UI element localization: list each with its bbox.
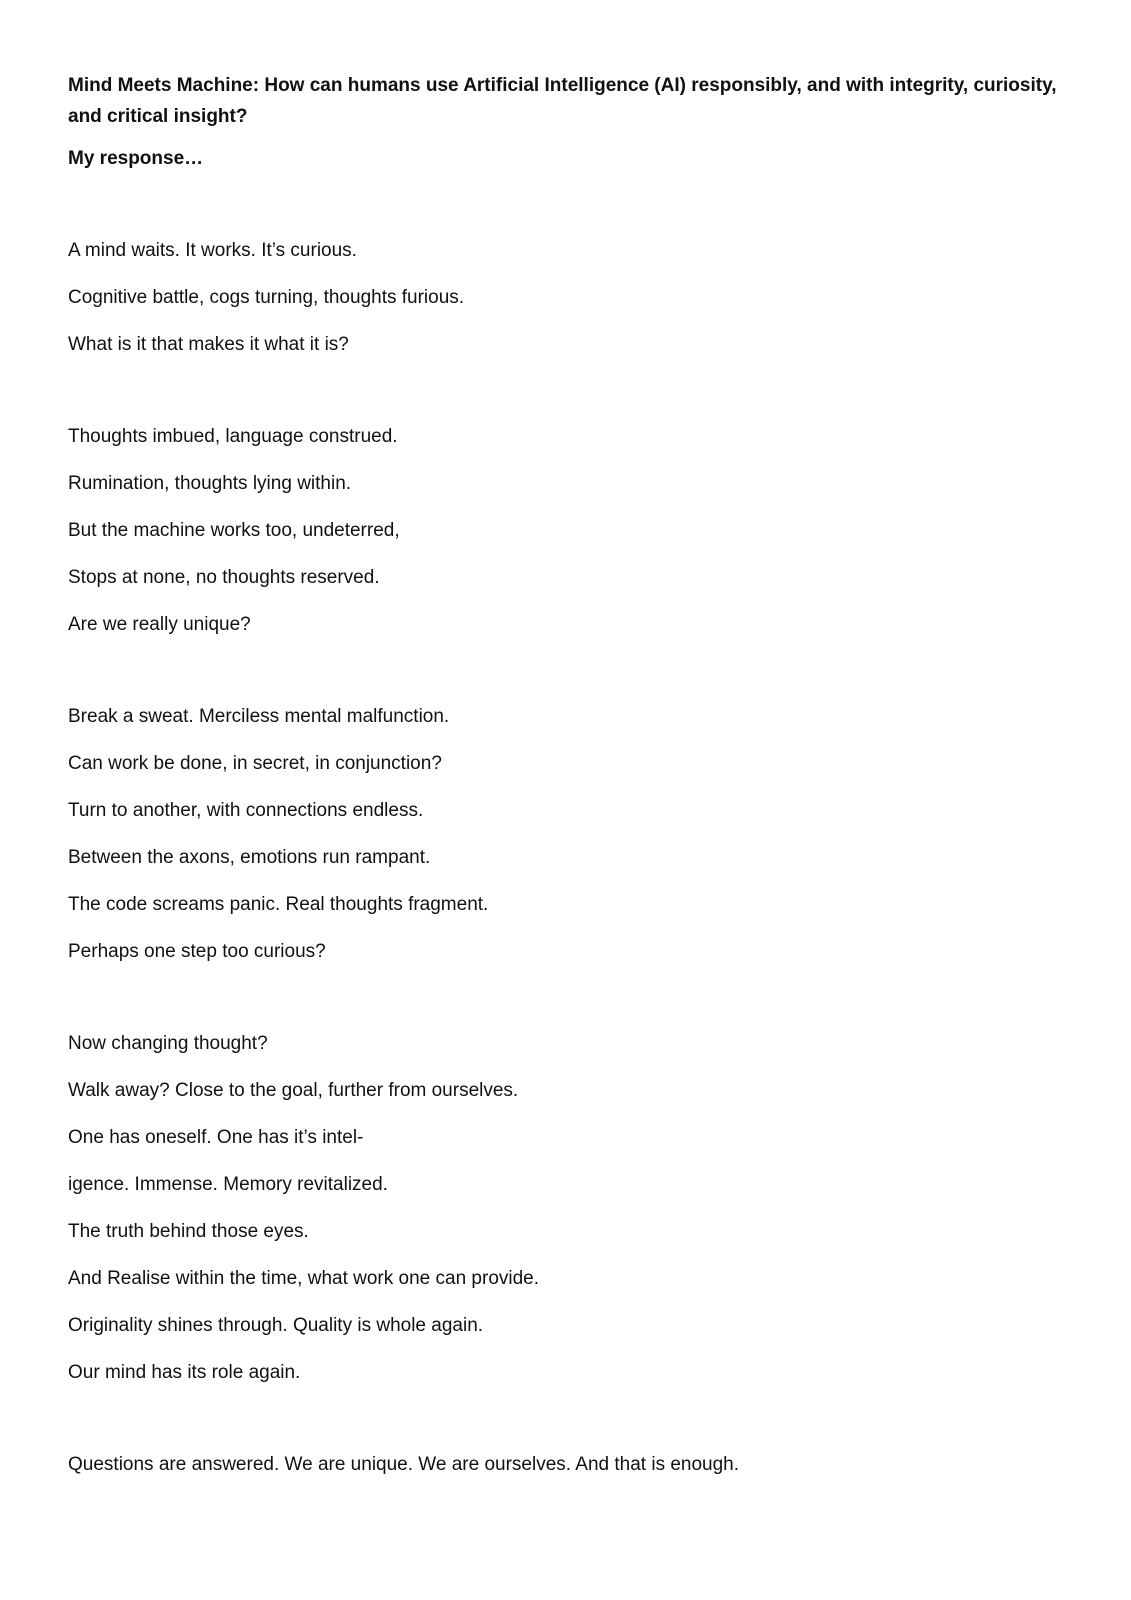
poem-line: Walk away? Close to the goal, further from ourselves.: [68, 1080, 519, 1101]
poem-stanza-2: [68, 422, 1058, 640]
poem-line: Perhaps one step too curious?: [68, 941, 326, 962]
document-title: Mind Meets Machine: How can humans use Artificial Intelligence (AI) responsibly, and with integrity, curiosity, and critical insight?: [68, 75, 1057, 127]
poem-line: Originality shines through. Quality is whole again.: [68, 1315, 484, 1336]
poem-line: Can work be done, in secret, in conjunction?: [68, 753, 442, 774]
document-subtitle: My response…: [68, 148, 204, 169]
poem-line: Our mind has its role again.: [68, 1362, 301, 1383]
poem-stanza-4: [68, 1029, 1058, 1388]
poem-line: Are we really unique?: [68, 614, 251, 635]
poem-line: Stops at none, no thoughts reserved.: [68, 567, 380, 588]
poem-line: But the machine works too, undeterred,: [68, 520, 400, 541]
poem-line: One has oneself. One has it’s intel-: [68, 1127, 364, 1148]
poem-line: Thoughts imbued, language construed.: [68, 426, 398, 447]
poem-closing: [68, 1450, 1058, 1480]
poem-line: The truth behind those eyes.: [68, 1221, 309, 1242]
poem-line: Rumination, thoughts lying within.: [68, 473, 352, 494]
poem-line: Now changing thought?: [68, 1033, 268, 1054]
poem-line: Turn to another, with connections endless.: [68, 800, 424, 821]
poem-line: Cognitive battle, cogs turning, thoughts furious.: [68, 287, 465, 308]
poem-line: A mind waits. It works. It’s curious.: [68, 240, 357, 261]
poem-line: What is it that makes it what it is?: [68, 334, 349, 355]
poem-line: The code screams panic. Real thoughts fragment.: [68, 894, 489, 915]
poem-stanza-3: [68, 702, 1058, 967]
poem-stanza-1: [68, 236, 1058, 360]
poem-line: And Realise within the time, what work one can provide.: [68, 1268, 540, 1289]
poem-line: Questions are answered. We are unique. We are ourselves. And that is enough.: [68, 1454, 740, 1475]
poem-line: igence. Immense. Memory revitalized.: [68, 1174, 388, 1195]
poem-line: Break a sweat. Merciless mental malfunction.: [68, 706, 450, 727]
document-body: [68, 70, 1058, 1480]
poem-line: Between the axons, emotions run rampant.: [68, 847, 431, 868]
